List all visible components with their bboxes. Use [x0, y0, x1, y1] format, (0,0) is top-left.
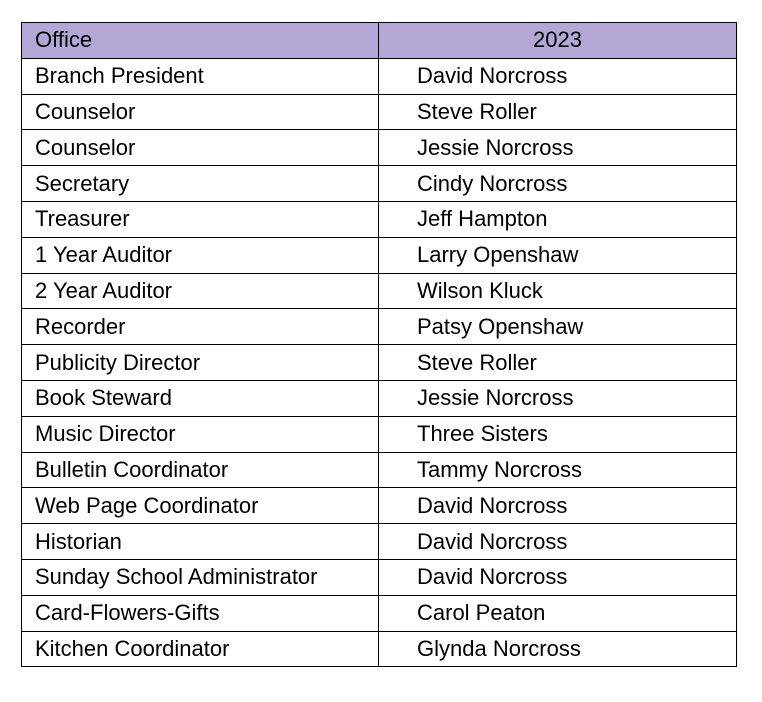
table-row — [22, 488, 737, 524]
office-cell: Counselor — [22, 130, 379, 166]
table-row — [22, 524, 737, 560]
office-cell: Publicity Director — [22, 345, 379, 381]
office-cell: 1 Year Auditor — [22, 237, 379, 273]
officer-name-cell: Glynda Norcross — [379, 631, 737, 667]
table-row — [22, 166, 737, 202]
officers-table — [21, 22, 737, 667]
officer-name-cell: Steve Roller — [379, 94, 737, 130]
header-office: Office — [22, 23, 379, 59]
table-row — [22, 416, 737, 452]
table-row — [22, 130, 737, 166]
office-cell: Sunday School Administrator — [22, 559, 379, 595]
office-cell: Historian — [22, 524, 379, 560]
officer-name-cell: David Norcross — [379, 559, 737, 595]
office-cell: 2 Year Auditor — [22, 273, 379, 309]
office-cell: Kitchen Coordinator — [22, 631, 379, 667]
officer-name-cell: Jessie Norcross — [379, 380, 737, 416]
office-cell: Counselor — [22, 94, 379, 130]
table-row — [22, 595, 737, 631]
officer-name-cell: David Norcross — [379, 488, 737, 524]
table-row — [22, 380, 737, 416]
office-cell: Web Page Coordinator — [22, 488, 379, 524]
table-row — [22, 559, 737, 595]
table-body — [22, 58, 737, 667]
table-row — [22, 309, 737, 345]
officer-name-cell: David Norcross — [379, 58, 737, 94]
officer-name-cell: Patsy Openshaw — [379, 309, 737, 345]
header-year: 2023 — [379, 23, 737, 59]
office-cell: Card-Flowers-Gifts — [22, 595, 379, 631]
table-row — [22, 273, 737, 309]
office-cell: Treasurer — [22, 201, 379, 237]
office-cell: Branch President — [22, 58, 379, 94]
officer-name-cell: Steve Roller — [379, 345, 737, 381]
table-row — [22, 345, 737, 381]
office-cell: Bulletin Coordinator — [22, 452, 379, 488]
office-cell: Recorder — [22, 309, 379, 345]
table-row — [22, 452, 737, 488]
table-row — [22, 201, 737, 237]
office-cell: Book Steward — [22, 380, 379, 416]
table-row — [22, 237, 737, 273]
officer-name-cell: Carol Peaton — [379, 595, 737, 631]
officer-name-cell: Jeff Hampton — [379, 201, 737, 237]
officer-name-cell: Larry Openshaw — [379, 237, 737, 273]
office-cell: Secretary — [22, 166, 379, 202]
officer-name-cell: Wilson Kluck — [379, 273, 737, 309]
table-header-row — [22, 23, 737, 59]
officer-name-cell: Jessie Norcross — [379, 130, 737, 166]
table-row — [22, 94, 737, 130]
officer-name-cell: David Norcross — [379, 524, 737, 560]
table-row — [22, 631, 737, 667]
officer-name-cell: Cindy Norcross — [379, 166, 737, 202]
officer-name-cell: Tammy Norcross — [379, 452, 737, 488]
office-cell: Music Director — [22, 416, 379, 452]
officer-name-cell: Three Sisters — [379, 416, 737, 452]
table-row — [22, 58, 737, 94]
